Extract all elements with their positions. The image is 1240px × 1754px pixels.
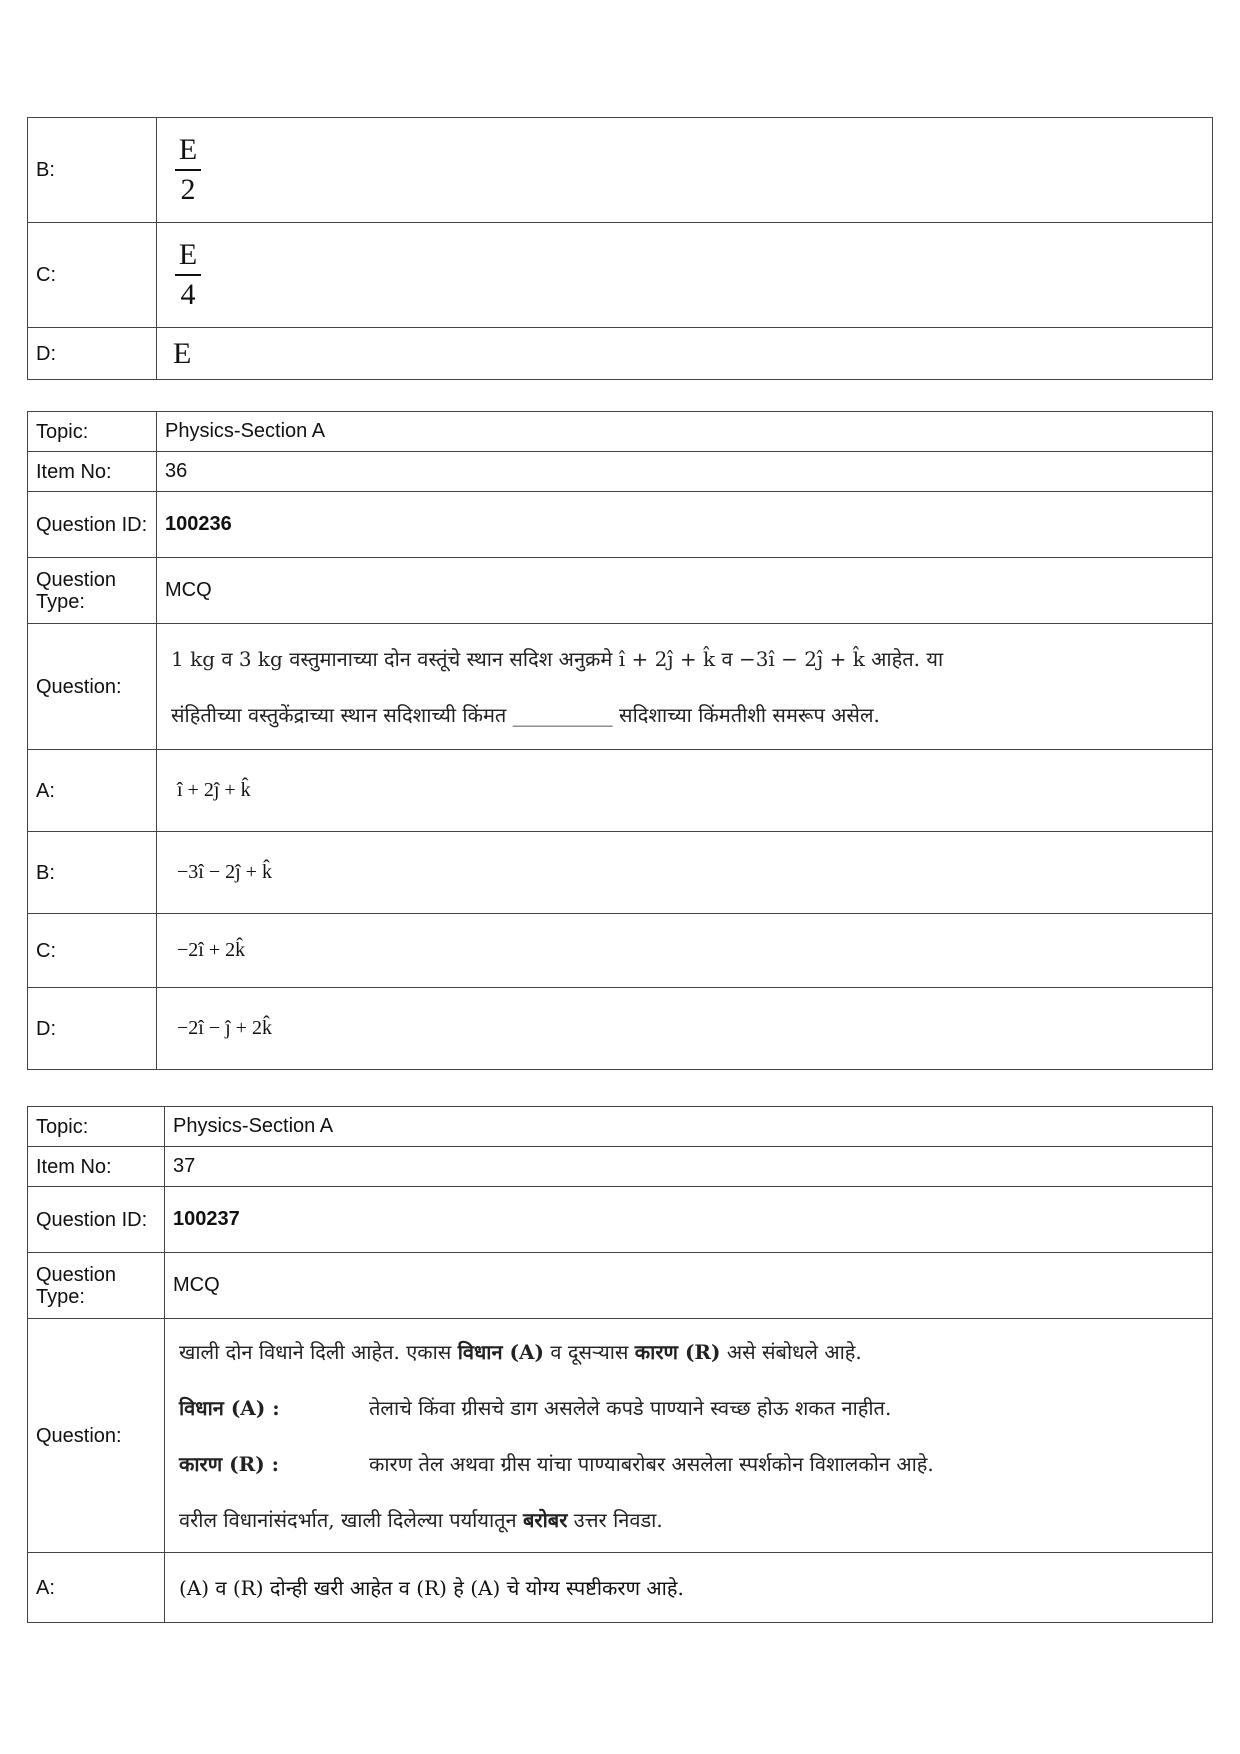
option-label-d: D: <box>28 988 157 1070</box>
item-no-label: Item No: <box>28 452 157 492</box>
denominator: 2 <box>180 173 196 206</box>
item-no-label: Item No: <box>28 1147 165 1187</box>
option-value-a: î + 2ĵ + k̂ <box>157 750 1213 832</box>
question-type-label: Question Type: <box>28 1253 165 1319</box>
question-type-value: MCQ <box>157 558 1213 624</box>
option-value-b <box>157 118 1213 223</box>
option-label-d: D: <box>28 328 157 380</box>
option-value-c: −2î + 2k̂ <box>157 914 1213 988</box>
question-type-value: MCQ <box>165 1253 1213 1319</box>
question-line-4: वरील विधानांसंदर्भात, खाली दिलेल्या पर्यायातून बरोबर उत्तर निवडा. <box>179 1507 663 1532</box>
question-line-2: संहितीच्या वस्तुकेंद्राच्या स्थान सदिशाच्यी किंमत __________ सदिशाच्या किंमतीशी समरूप असेल. <box>171 702 880 727</box>
question-text <box>165 1319 1213 1553</box>
question-id-value: 100237 <box>165 1187 1213 1253</box>
option-label-c: C: <box>28 914 157 988</box>
question-label: Question: <box>28 1319 165 1553</box>
question-37-table <box>27 1106 1213 1623</box>
option-label-a: A: <box>28 1553 165 1623</box>
fraction-e-over-2 <box>175 133 201 207</box>
numerator: E <box>178 238 198 271</box>
option-value-a: (A) व (R) दोन्ही खरी आहेत व (R) हे (A) चे योग्य स्पष्टीकरण आहे. <box>165 1553 1213 1623</box>
option-label-b: B: <box>28 832 157 914</box>
topic-label: Topic: <box>28 1107 165 1147</box>
question-35-options-table <box>27 117 1213 380</box>
numerator: E <box>178 133 198 166</box>
option-label-b: B: <box>28 118 157 223</box>
statement-a: विधान (A) : तेलाचे किंवा ग्रीसचे डाग असलेले कपडे पाण्याने स्वच्छ होऊ शकत नाहीत. <box>179 1395 892 1420</box>
option-value-c <box>157 223 1213 328</box>
option-value-d <box>157 328 1213 380</box>
topic-label: Topic: <box>28 412 157 452</box>
fraction-e-over-4 <box>175 238 201 312</box>
denominator: 4 <box>180 278 196 311</box>
question-label: Question: <box>28 624 157 750</box>
question-id-label: Question ID: <box>28 492 157 558</box>
question-line-1: खाली दोन विधाने दिली आहेत. एकास विधान (A) व दूसऱ्यास कारण (R) असे संबोधले आहे. <box>179 1339 862 1364</box>
item-no-value: 36 <box>157 452 1213 492</box>
question-text <box>157 624 1213 750</box>
option-value-d: −2î − ĵ + 2k̂ <box>157 988 1213 1070</box>
question-id-value: 100236 <box>157 492 1213 558</box>
reason-r: कारण (R) : कारण तेल अथवा ग्रीस यांचा पाण्याबरोबर असलेला स्पर्शकोन विशालकोन आहे. <box>179 1451 934 1476</box>
topic-value: Physics-Section A <box>165 1107 1213 1147</box>
option-value-b: −3î − 2ĵ + k̂ <box>157 832 1213 914</box>
topic-value: Physics-Section A <box>157 412 1213 452</box>
option-label-c: C: <box>28 223 157 328</box>
question-36-table <box>27 411 1213 1070</box>
question-id-label: Question ID: <box>28 1187 165 1253</box>
question-type-label: Question Type: <box>28 558 157 624</box>
option-d-math: E <box>173 336 192 370</box>
item-no-value: 37 <box>165 1147 1213 1187</box>
question-line-1: 1 kg व 3 kg वस्तुमानाच्या दोन वस्तूंचे स्थान सदिश अनुक्रमे î + 2ĵ + k̂ व −3î − 2ĵ + k̂ आहेत. या <box>171 646 944 671</box>
option-label-a: A: <box>28 750 157 832</box>
